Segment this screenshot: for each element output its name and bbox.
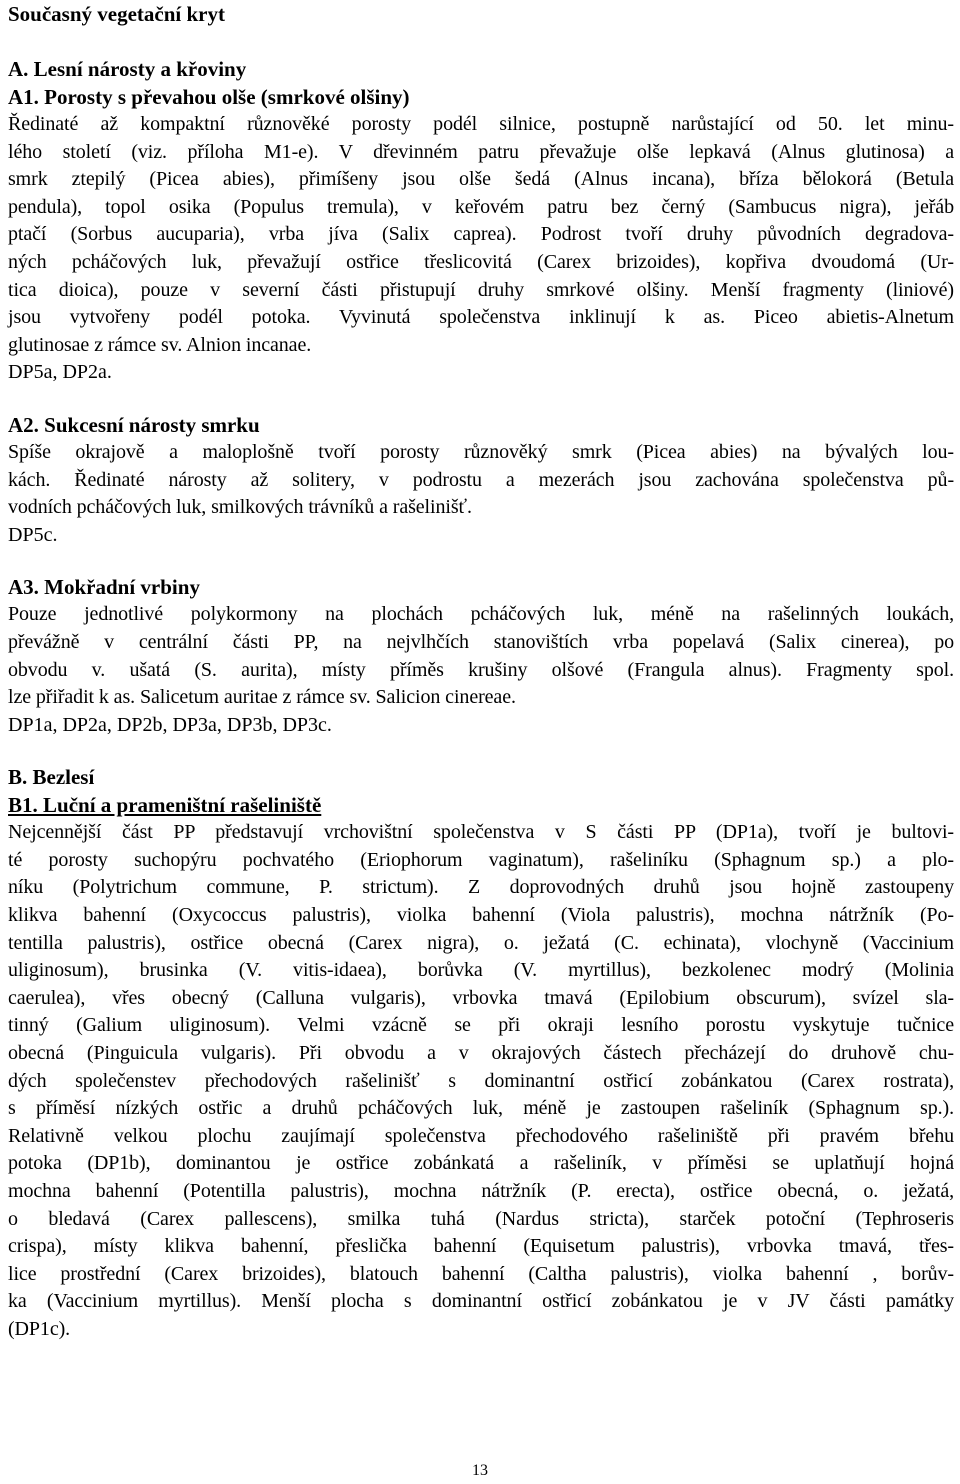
paragraph-line: smrk ztepilý (Picea abies), přimíšeny jsou olše šedá (Alnus incana), bříza bělokorá (Betula bbox=[8, 168, 954, 191]
paragraph-line: Pouze jednotlivé polykormony na plochách pcháčových luk, méně na rašelinných loukách, bbox=[8, 603, 954, 626]
paragraph-line: obvodu v. ušatá (S. aurita), místy příměs krušiny olšové (Frangula alnus). Fragmenty spol. bbox=[8, 658, 954, 681]
paragraph-line: vodních pcháčových luk, smilkových trávníků a rašelinišť. bbox=[8, 496, 472, 519]
paragraph-line: pendula), topol osika (Populus tremula), v keřovém patru bez černý (Sambucus nigra), jeřáb bbox=[8, 195, 954, 218]
paragraph-line: jsou vytvořeny podél potoka. Vyvinutá společenstva inklinují k as. Piceo abietis-Alnetum bbox=[8, 306, 954, 329]
paragraph-line: lze přiřadit k as. Salicetum auritae z rámce sv. Salicion cinereae. bbox=[8, 686, 516, 709]
paragraph-line: mochna bahenní (Potentilla palustris), mochna nátržník (P. erecta), ostřice obecná, o. ježatá, bbox=[8, 1180, 954, 1202]
paragraph-line: Spíše okrajově a maloplošně tvoří porosty různověký smrk (Picea abies) na bývalých lou- bbox=[8, 440, 954, 463]
paragraph-line: níku (Polytrichum commune, P. strictum). Z doprovodných druhů jsou hojně zastoupeny bbox=[8, 876, 954, 899]
section-a-heading: A. Lesní nárosty a křoviny bbox=[8, 57, 247, 81]
section-a1-codes: DP5a, DP2a. bbox=[8, 361, 112, 384]
paragraph-line: tentilla palustris), ostřice obecná (Carex nigra), o. ježatá (C. echinata), vlochyně (Vaccinium bbox=[8, 931, 954, 954]
paragraph-line: převážně v centrální části PP, na nejvlhčích stanovištích vrba popelavá (Salix cinerea), po bbox=[8, 630, 954, 653]
section-b-heading: B. Bezlesí bbox=[8, 765, 95, 790]
section-a2-paragraph bbox=[8, 439, 954, 522]
paragraph-line: ptačí (Sorbus aucuparia), vrba jíva (Salix caprea). Podrost tvoří druhy původních degradova- bbox=[8, 223, 954, 246]
paragraph-line: potoka (DP1b), dominantou je ostřice zobánkatá a rašeliník, v příměsi se uplatňují hojná bbox=[8, 1152, 954, 1175]
section-a3-heading: A3. Mokřadní vrbiny bbox=[8, 575, 200, 600]
page-number: 13 bbox=[472, 1462, 488, 1479]
paragraph-line: (DP1c). bbox=[8, 1317, 71, 1340]
section-a2-codes: DP5c. bbox=[8, 523, 58, 546]
paragraph-line: lice prostřední (Carex brizoides), blatouch bahenní (Caltha palustris), violka bahenní , borův- bbox=[8, 1262, 954, 1285]
paragraph-line: o bledavá (Carex pallescens), smilka tuhá (Nardus stricta), starček potoční (Tephroseris bbox=[8, 1207, 954, 1230]
paragraph-line: té porosty suchopýru pochvatého (Eriophorum vaginatum), rašeliníku (Sphagnum sp.) a plo- bbox=[8, 848, 954, 871]
paragraph-line: ných pcháčových luk, převažují ostřice třeslicovitá (Carex brizoides), kopřiva dvoudomá (Ur- bbox=[8, 250, 954, 273]
section-a1-paragraph bbox=[8, 111, 954, 359]
paragraph-line: kách. Ředinaté nárosty až solitery, v podrostu a mezerách jsou zachována společenstva pů- bbox=[8, 468, 954, 491]
paragraph-line: lého století (viz. příloha M1-e). V dřevinném patru převažuje olše lepkavá (Alnus glutinosa) a bbox=[8, 140, 954, 163]
paragraph-line: ka (Vaccinium myrtillus). Menší plocha s dominantní ostřicí zobánkatou je v JV části památky bbox=[8, 1290, 954, 1313]
paragraph-line: tinný (Galium uliginosum). Velmi vzácně se při okraji lesního porostu vyskytuje tučnice bbox=[8, 1014, 954, 1037]
document-page bbox=[8, 0, 954, 1344]
paragraph-line: crispa), místy klikva bahenní, přeslička bahenní (Equisetum palustris), vrbovka tmavá, třes- bbox=[8, 1235, 954, 1258]
paragraph-line: caerulea), vřes obecný (Calluna vulgaris), vrbovka tmavá (Epilobium obscurum), svízel sla- bbox=[8, 986, 954, 1009]
page-title: Současný vegetační kryt bbox=[8, 2, 225, 26]
paragraph-line: Nejcennější část PP představují vrchovištní společenstva v S části PP (DP1a), tvoří je bultovi- bbox=[8, 821, 954, 844]
section-a1-heading: A1. Porosty s převahou olše (smrkové olšiny) bbox=[8, 85, 410, 109]
paragraph-line: tica dioica), pouze v severní části přistupují druhy smrkové olšiny. Menší fragmenty (liniové) bbox=[8, 278, 954, 301]
section-b1-heading: B1. Luční a prameništní rašeliniště bbox=[8, 793, 322, 818]
paragraph-line: s příměsí nízkých ostřic a druhů pcháčových luk, méně je zastoupen rašeliník (Sphagnum sp.). bbox=[8, 1097, 954, 1120]
section-b1-paragraph bbox=[8, 819, 954, 1343]
paragraph-line: uliginosum), brusinka (V. vitis-idaea), borůvka (V. myrtillus), bezkolenec modrý (Molinia bbox=[8, 959, 954, 982]
section-a3-codes: DP1a, DP2a, DP2b, DP3a, DP3b, DP3c. bbox=[8, 713, 332, 736]
paragraph-line: dých společenstev přechodových rašelinišť s dominantní ostřicí zobánkatou (Carex rostrata), bbox=[8, 1069, 954, 1092]
paragraph-line: glutinosae z rámce sv. Alnion incanae. bbox=[8, 333, 312, 356]
paragraph-line: Relativně velkou plochu zaujímají společenstva přechodového rašeliniště při pravém břehu bbox=[8, 1124, 954, 1147]
paragraph-line: obecná (Pinguicula vulgaris). Při obvodu a v okrajových částech přecházejí do druhově chu- bbox=[8, 1042, 954, 1065]
section-a3-paragraph bbox=[8, 601, 954, 711]
section-a2-heading: A2. Sukcesní nárosty smrku bbox=[8, 412, 260, 437]
paragraph-line: Ředinaté až kompaktní různověké porosty podél silnice, postupně narůstající od 50. let minu- bbox=[8, 113, 954, 135]
paragraph-line: klikva bahenní (Oxycoccus palustris), violka bahenní (Viola palustris), mochna nátržník (Po- bbox=[8, 904, 954, 927]
